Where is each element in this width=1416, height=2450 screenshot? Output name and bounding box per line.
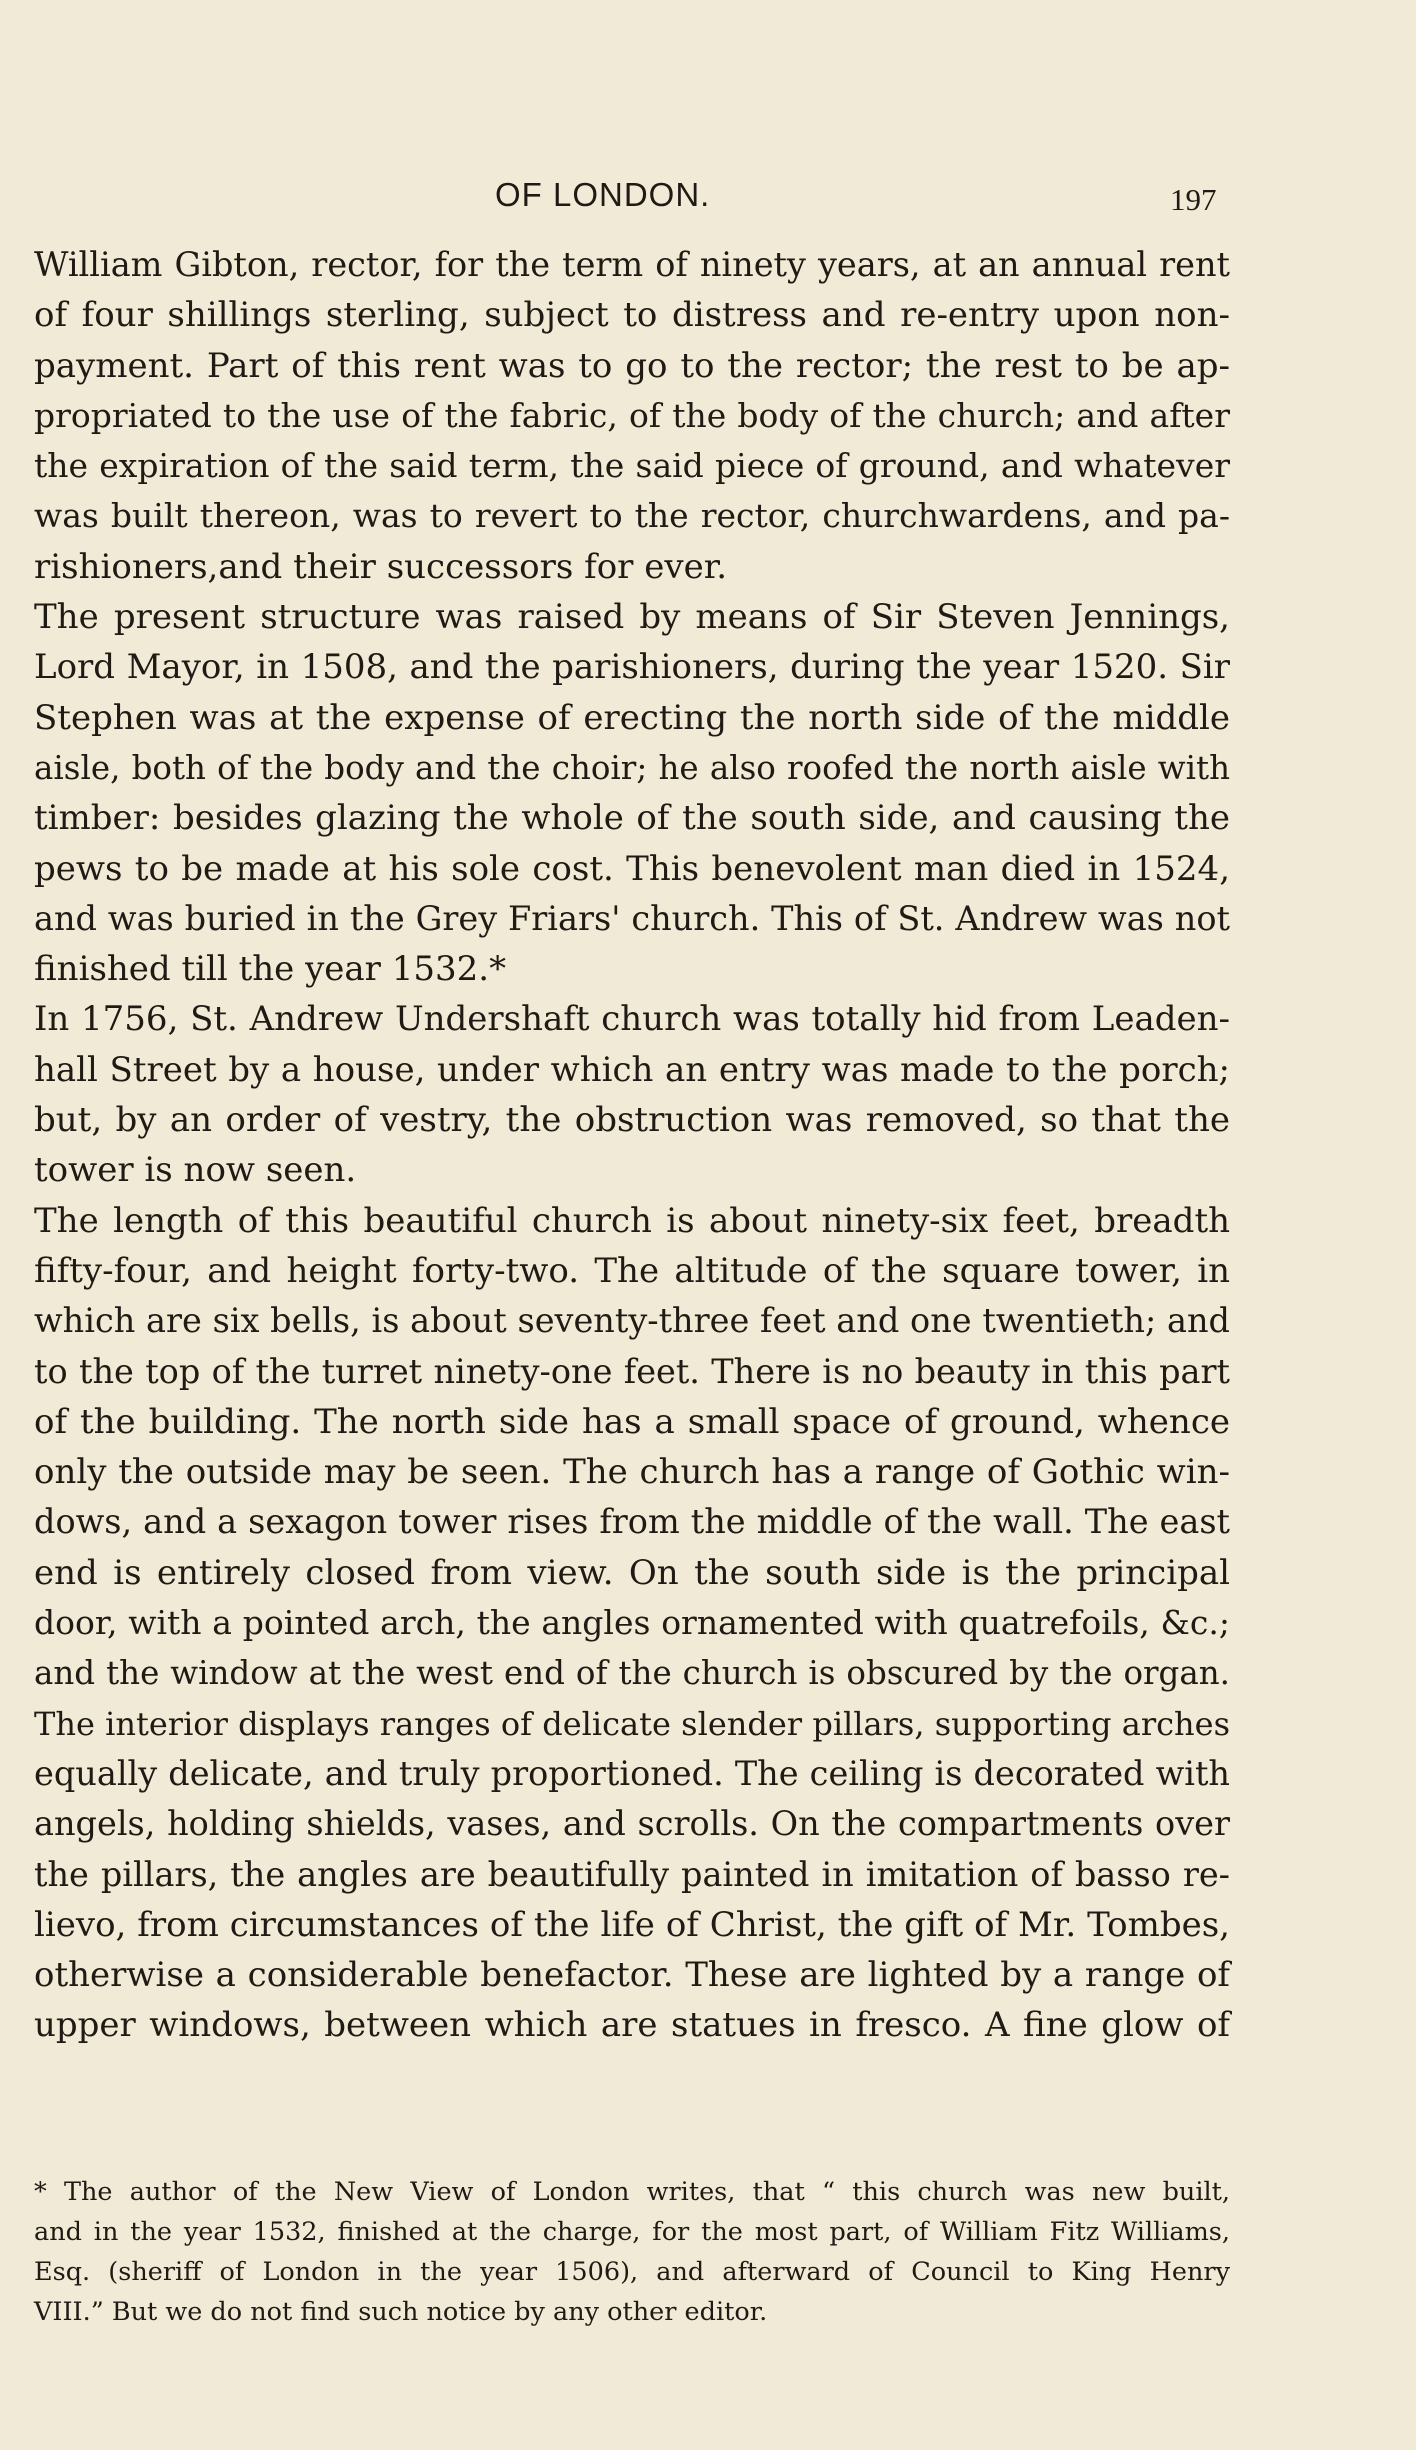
text-line: which are six bells, is about seventy-three feet and one twentieth; and [34,1301,1230,1341]
text-line: propriated to the use of the fabric, of the body of the church; and after [34,395,1230,435]
text-line: fifty-four, and height forty-two. The altitude of the square tower, in [34,1250,1230,1291]
text-line: The length of this beautiful church is about ninety-six feet, breadth [34,1200,1230,1241]
footnote-line: Esq. (sheriff of London in the year 1506), and afterward of Council to King Henry [34,2257,1230,2287]
text-line: door, with a pointed arch, the angles ornamented with quatrefoils, &c.; [34,1603,1230,1643]
text-line: aisle, both of the body and the choir; he also roofed the north aisle with [34,748,1230,787]
text-line: only the outside may be seen. The church has a range of Gothic win- [34,1452,1230,1493]
text-line: was built thereon, was to revert to the rector, churchwardens, and pa- [34,496,1230,536]
text-line: Stephen was at the expense of erecting the north side of the middle [34,697,1230,738]
text-line: dows, and a sexagon tower rises from the middle of the wall. The east [34,1502,1230,1542]
footnote [34,2172,1230,2332]
page-number: 197 [1170,182,1217,217]
text-line: but, by an order of vestry, the obstruction was removed, so that the [34,1100,1230,1141]
text-line: timber: besides glazing the whole of the south side, and causing the [34,798,1230,839]
text-line: In 1756, St. Andrew Undershaft church was totally hid from Leaden- [34,999,1230,1040]
body-text [34,240,1230,2051]
text-line: pews to be made at his sole cost. This benevolent man died in 1524, [34,848,1230,889]
text-line: angels, holding shields, vases, and scrolls. On the compartments over [34,1804,1230,1844]
text-line: finished till the year 1532.* [34,949,507,990]
text-line: The interior displays ranges of delicate slender pillars, supporting arches [34,1704,1230,1743]
text-line: hall Street by a house, under which an entry was made to the porch; [34,1049,1230,1090]
text-line: tower is now seen. [34,1150,357,1191]
text-line: Lord Mayor, in 1508, and the parishioners, during the year 1520. Sir [34,647,1230,688]
text-line: end is entirely closed from view. On the south side is the principal [34,1552,1230,1593]
text-line: upper windows, between which are statues in fresco. A fine glow of [34,2005,1230,2046]
text-line: and the window at the west end of the church is obscured by the organ. [34,1654,1230,1693]
text-line: of the building. The north side has a small space of ground, whence [34,1401,1230,1442]
text-line: The present structure was raised by means of Sir Steven Jennings, [34,597,1230,638]
text-line: of four shillings sterling, subject to distress and re-entry upon non- [34,295,1230,336]
text-line: the expiration of the said term, the said piece of ground, and whatever [34,446,1230,486]
text-line: payment. Part of this rent was to go to the rector; the rest to be ap- [34,345,1230,386]
running-title: OF LONDON. [495,176,711,213]
text-line: and was buried in the Grey Friars' church. This of St. Andrew was not [34,898,1230,938]
text-line: the pillars, the angles are beautifully painted in imitation of basso re- [34,1854,1230,1894]
text-line: William Gibton, rector, for the term of ninety years, at an annual rent [34,245,1230,284]
text-line: lievo, from circumstances of the life of Christ, the gift of Mr. Tombes, [34,1904,1230,1945]
footnote-line: VIII.” But we do not find such notice by any other editor. [34,2297,768,2327]
text-line: to the top of the turret ninety-one feet. There is no beauty in this part [34,1351,1230,1391]
text-line: otherwise a considerable benefactor. These are lighted by a range of [34,1955,1230,1996]
footnote-line: and in the year 1532, finished at the charge, for the most part, of William Fitz Williams, [34,2217,1230,2247]
text-line: equally delicate, and truly proportioned. The ceiling is decorated with [34,1753,1230,1793]
text-line: rishioners,and their successors for ever. [34,546,728,587]
running-head [0,176,1416,216]
footnote-line: * The author of the New View of London writes, that “ this church was new built, [34,2177,1230,2207]
